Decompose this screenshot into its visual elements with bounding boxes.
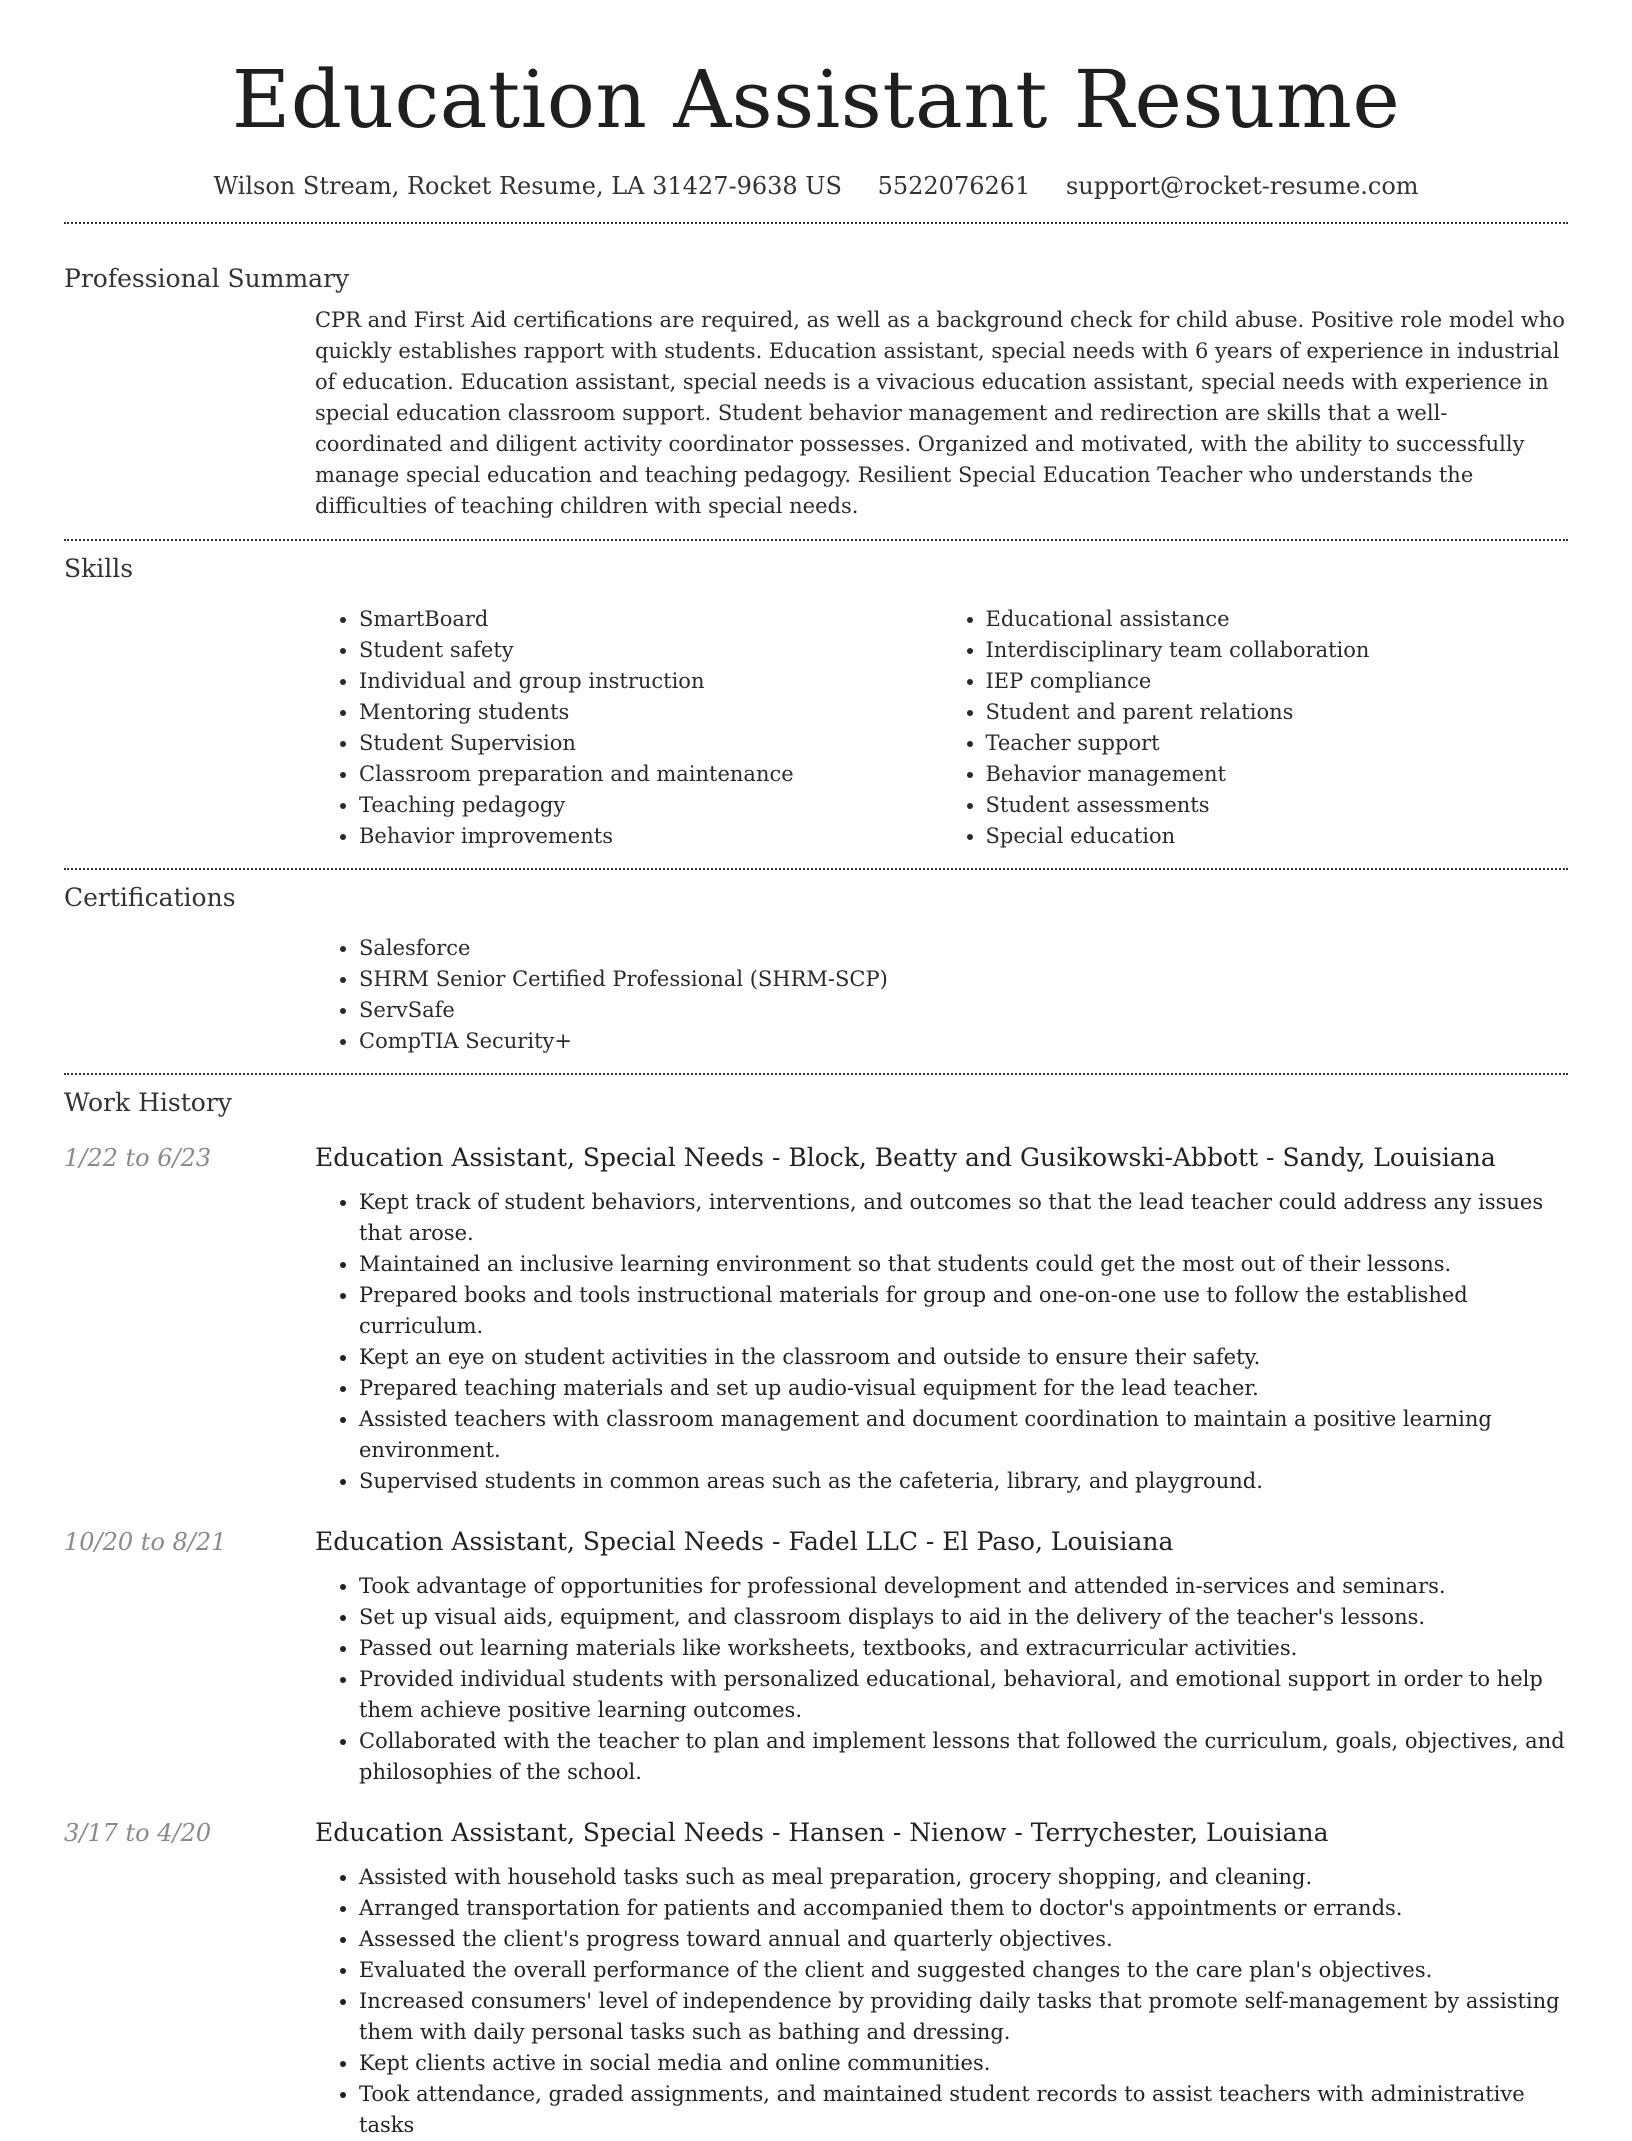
contact-phone: 5522076261 bbox=[877, 172, 1031, 200]
job-bullet: • Maintained an inclusive learning environment so that students could get the most out of their lessons. bbox=[359, 1249, 1568, 1280]
job-details bbox=[315, 1816, 1568, 2141]
job-bullet: • Kept clients active in social media and online communities. bbox=[359, 2048, 1568, 2079]
certifications-section bbox=[64, 881, 1568, 1057]
skill-item: • Student and parent relations bbox=[986, 697, 1569, 728]
job-bullets bbox=[315, 1862, 1568, 2141]
skills-section bbox=[64, 552, 1568, 852]
resume-title: Education Assistant Resume bbox=[231, 53, 1401, 146]
certification-item: • Salesforce bbox=[359, 933, 1568, 964]
skills-list-left bbox=[315, 604, 942, 852]
job-bullet: • Prepared teaching materials and set up audio-visual equipment for the lead teacher. bbox=[359, 1373, 1568, 1404]
skill-item: • Behavior management bbox=[986, 759, 1569, 790]
summary-text: CPR and First Aid certifications are required, as well as a background check for child abuse. Positive role model who quickly establishes rapport with students. Education assistant, special needs with 6 years of experience in industrial of education. Education assistant, special needs is a vivacious education assistant, special needs with experience in special education classroom support. Student behavior management and redirection are skills that a well-coordinated and diligent activity coordinator possesses. Organized and motivated, with the ability to successfully manage special education and teaching pedagogy. Resilient Special Education Teacher who understands the difficulties of teaching children with special needs. bbox=[315, 308, 1565, 518]
job-entry bbox=[64, 1816, 1568, 2141]
job-entry bbox=[64, 1525, 1568, 1788]
skill-item: • Special education bbox=[986, 821, 1569, 852]
certification-item: • CompTIA Security+ bbox=[359, 1026, 1568, 1057]
job-dates: 3/17 to 4/20 bbox=[64, 1819, 212, 1847]
job-bullet: • Increased consumers' level of independence by providing daily tasks that promote self-management by assisting them with daily personal tasks such as bathing and dressing. bbox=[359, 1986, 1568, 2048]
skill-item: • IEP compliance bbox=[986, 666, 1569, 697]
skill-item: • Classroom preparation and maintenance bbox=[359, 759, 942, 790]
job-bullet: • Set up visual aids, equipment, and classroom displays to aid in the delivery of the teacher's lessons. bbox=[359, 1602, 1568, 1633]
skill-item: • Student Supervision bbox=[359, 728, 942, 759]
job-bullet: • Assisted with household tasks such as meal preparation, grocery shopping, and cleaning. bbox=[359, 1862, 1568, 1893]
work-history-section bbox=[64, 1086, 1568, 2141]
summary-body bbox=[315, 305, 1568, 522]
summary-heading: Professional Summary bbox=[64, 264, 350, 293]
job-bullet: • Arranged transportation for patients and accompanied them to doctor's appointments or errands. bbox=[359, 1893, 1568, 1924]
skill-item: • Teaching pedagogy bbox=[359, 790, 942, 821]
contact-email: support@rocket-resume.com bbox=[1065, 172, 1419, 200]
job-bullet: • Supervised students in common areas such as the cafeteria, library, and playground. bbox=[359, 1466, 1568, 1497]
certification-item: • ServSafe bbox=[359, 995, 1568, 1026]
job-bullet: • Assisted teachers with classroom management and document coordination to maintain a positive learning environment. bbox=[359, 1404, 1568, 1466]
job-details bbox=[315, 1525, 1568, 1788]
certifications-heading: Certifications bbox=[64, 883, 236, 912]
job-entry bbox=[64, 1141, 1568, 1497]
job-dates: 10/20 to 8/21 bbox=[64, 1528, 227, 1556]
skills-heading: Skills bbox=[64, 554, 134, 583]
job-bullets bbox=[315, 1187, 1568, 1497]
job-bullet: • Took advantage of opportunities for professional development and attended in-services and seminars. bbox=[359, 1571, 1568, 1602]
certifications-body bbox=[315, 933, 1568, 1057]
job-bullet: • Kept an eye on student activities in the classroom and outside to ensure their safety. bbox=[359, 1342, 1568, 1373]
skill-item: • Interdisciplinary team collaboration bbox=[986, 635, 1569, 666]
divider bbox=[64, 1073, 1568, 1075]
job-title: Education Assistant, Special Needs - Fadel LLC - El Paso, Louisiana bbox=[315, 1527, 1174, 1556]
divider bbox=[64, 868, 1568, 870]
job-bullet: • Collaborated with the teacher to plan and implement lessons that followed the curriculum, goals, objectives, and philosophies of the school. bbox=[359, 1726, 1568, 1788]
skill-item: • Teacher support bbox=[986, 728, 1569, 759]
work-history-heading: Work History bbox=[64, 1088, 232, 1117]
job-bullet: • Prepared books and tools instructional materials for group and one-on-one use to follow the established curriculum. bbox=[359, 1280, 1568, 1342]
skills-list-right bbox=[942, 604, 1569, 852]
summary-section bbox=[64, 262, 1568, 522]
resume-page bbox=[64, 0, 1568, 2141]
job-bullet: • Assessed the client's progress toward annual and quarterly objectives. bbox=[359, 1924, 1568, 1955]
skill-item: • Student safety bbox=[359, 635, 942, 666]
job-bullet: • Passed out learning materials like worksheets, textbooks, and extracurricular activities. bbox=[359, 1633, 1568, 1664]
certifications-list bbox=[315, 933, 1568, 1057]
job-dates: 1/22 to 6/23 bbox=[64, 1144, 212, 1172]
skills-columns bbox=[315, 604, 1568, 852]
job-bullet: • Kept track of student behaviors, interventions, and outcomes so that the lead teacher could address any issues that arose. bbox=[359, 1187, 1568, 1249]
skill-item: • Educational assistance bbox=[986, 604, 1569, 635]
job-title: Education Assistant, Special Needs - Block, Beatty and Gusikowski-Abbott - Sandy, Louisiana bbox=[315, 1143, 1496, 1172]
skill-item: • Student assessments bbox=[986, 790, 1569, 821]
job-details bbox=[315, 1141, 1568, 1497]
divider bbox=[64, 222, 1568, 224]
job-bullet: • Evaluated the overall performance of the client and suggested changes to the care plan's objectives. bbox=[359, 1955, 1568, 1986]
job-bullets bbox=[315, 1571, 1568, 1788]
skill-item: • Mentoring students bbox=[359, 697, 942, 728]
skill-item: • Individual and group instruction bbox=[359, 666, 942, 697]
contact-address: Wilson Stream, Rocket Resume, LA 31427-9638 US bbox=[213, 172, 842, 200]
job-title: Education Assistant, Special Needs - Hansen - Nienow - Terrychester, Louisiana bbox=[315, 1818, 1329, 1847]
skill-item: • SmartBoard bbox=[359, 604, 942, 635]
contact-line bbox=[64, 170, 1568, 202]
job-bullet: • Provided individual students with personalized educational, behavioral, and emotional support in order to help them achieve positive learning outcomes. bbox=[359, 1664, 1568, 1726]
job-bullet: • Took attendance, graded assignments, and maintained student records to assist teachers with administrative tasks bbox=[359, 2079, 1568, 2141]
certification-item: • SHRM Senior Certified Professional (SHRM-SCP) bbox=[359, 964, 1568, 995]
skill-item: • Behavior improvements bbox=[359, 821, 942, 852]
divider bbox=[64, 539, 1568, 541]
